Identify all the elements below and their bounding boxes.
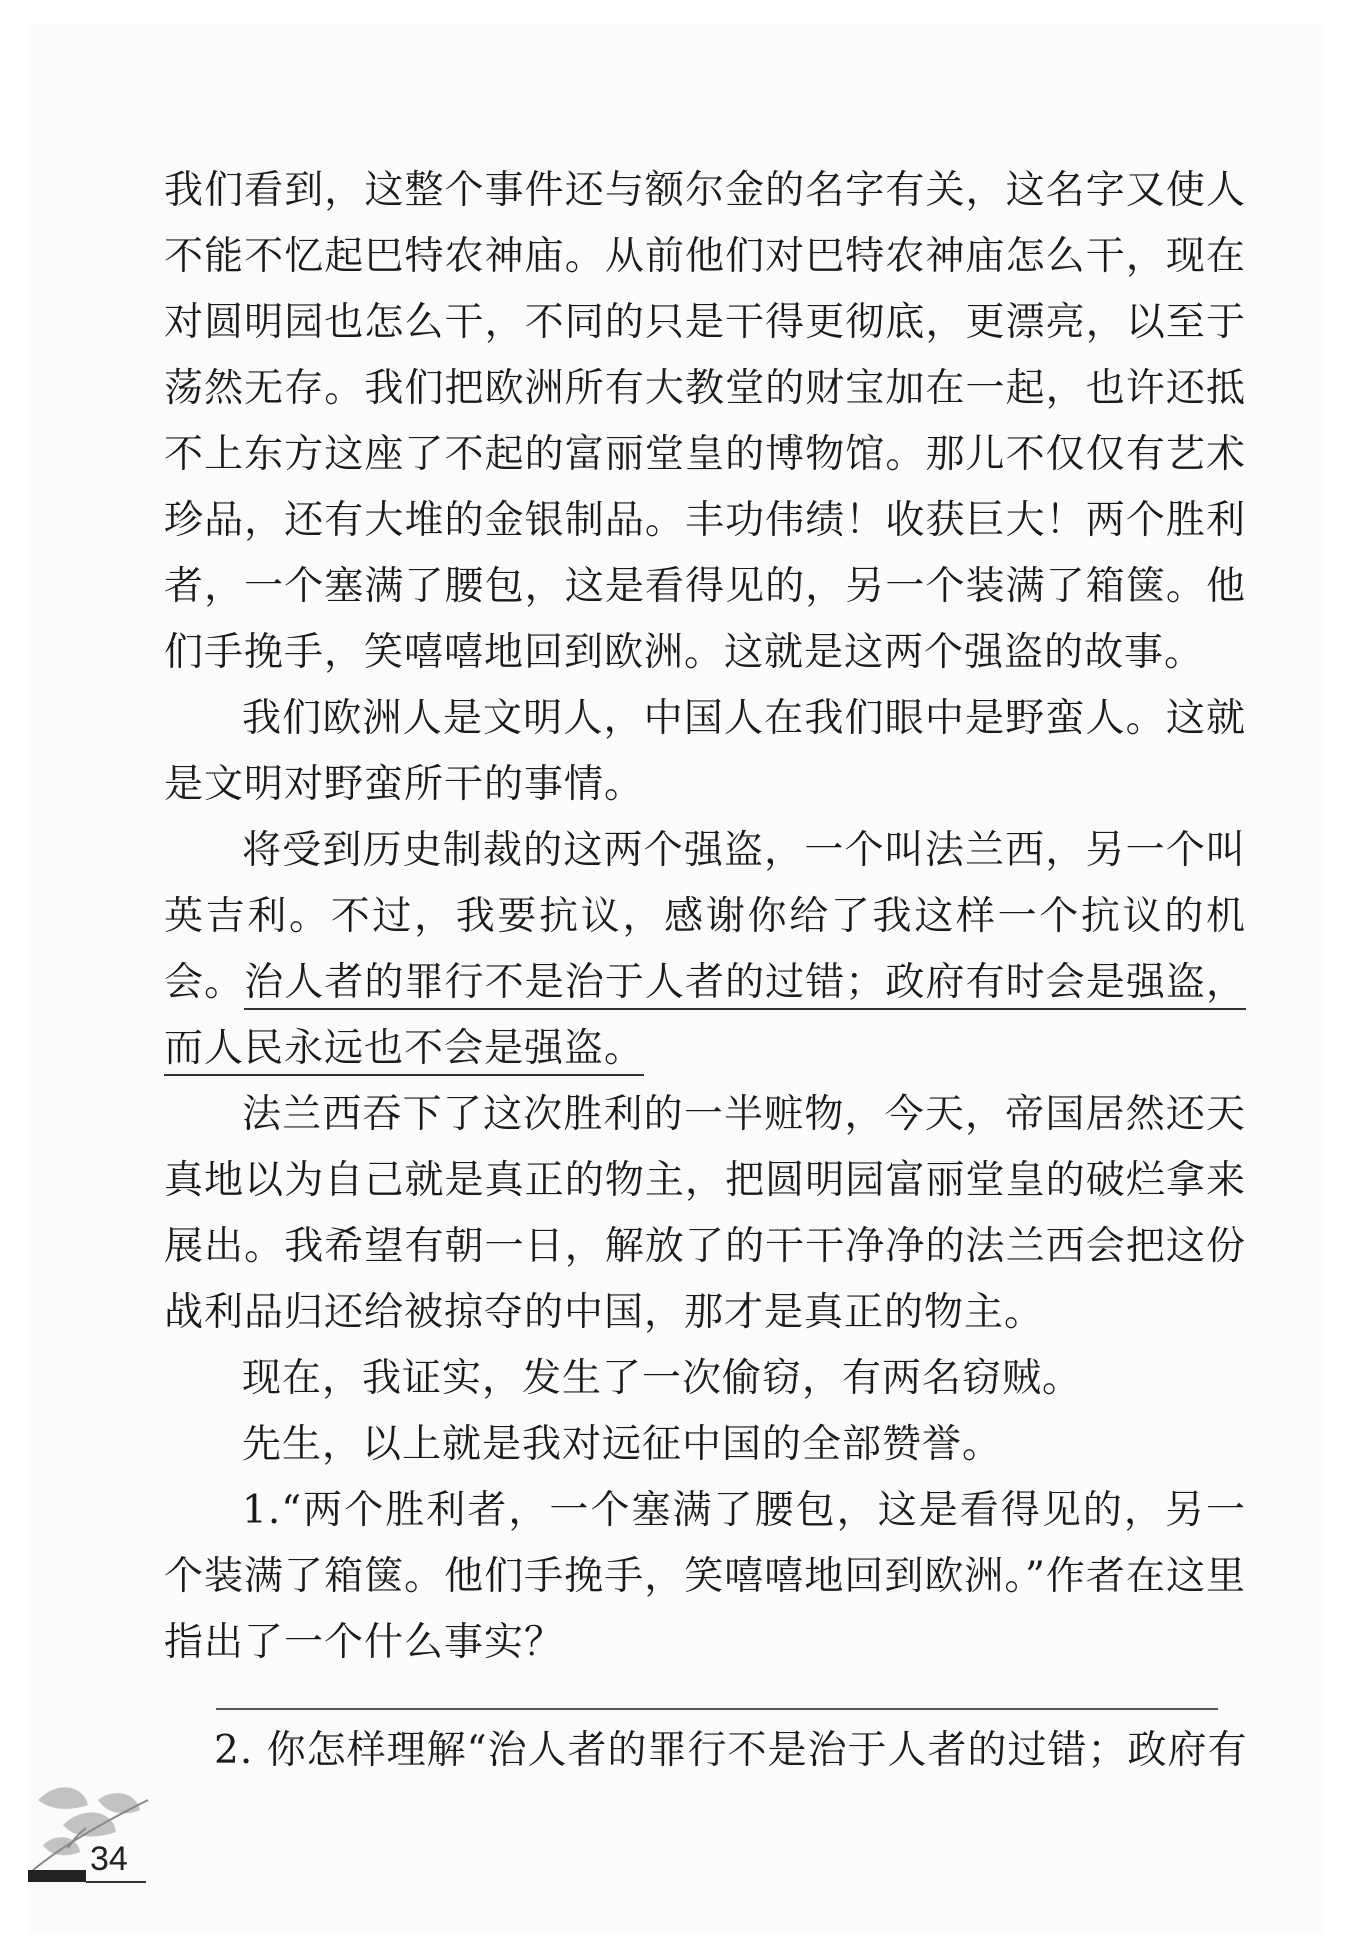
paragraph-5: 现在，我证实，发生了一次偷窃，有两名窃贼。 <box>242 1356 1083 1401</box>
paragraph-3 <box>164 818 1246 1082</box>
paragraph-6: 先生，以上就是我对远征中国的全部赞誉。 <box>242 1422 1003 1467</box>
paragraph-2: 我们欧洲人是文明人，中国人在我们眼中是野蛮人。这就是文明对野蛮所干的事情。 <box>164 696 1246 807</box>
textbook-page <box>28 24 1324 1934</box>
page-number-underline <box>86 1881 146 1883</box>
reading-passage <box>164 158 1246 1676</box>
question-1: 1.“两个胜利者，一个塞满了腰包，这是看得见的，另一个装满了箱箧。他们手挽手，笑嘻嘻地回到欧洲。”作者在这里指出了一个什么事实？ <box>164 1488 1246 1665</box>
paragraph-4: 法兰西吞下了这次胜利的一半赃物，今天，帝国居然还天真地以为自己就是真正的物主，把圆明园富丽堂皇的破烂拿来展出。我希望有朝一日，解放了的干干净净的法兰西会把这份战利品归还给被掠夺的中国，那才是真正的物主。 <box>164 1092 1246 1335</box>
page-number-bar <box>28 1870 86 1882</box>
answer-line[interactable] <box>216 1708 1218 1710</box>
underlined-sentence: 治人者的罪行不是治于人者的过错；政府有时会是强盗，而人民永远也不会是强盗。 <box>164 960 1246 1076</box>
paragraph-1: 我们看到，这整个事件还与额尔金的名字有关，这名字又使人不能不忆起巴特农神庙。从前他们对巴特农神庙怎么干，现在对圆明园也怎么干，不同的只是干得更彻底，更漂亮，以至于荡然无存。我们把欧洲所有大教堂的财宝加在一起，也许还抵不上东方这座了不起的富丽堂皇的博物馆。那儿不仅仅有艺术珍品，还有大堆的金银制品。丰功伟绩！收获巨大！两个胜利者，一个塞满了腰包，这是看得见的，另一个装满了箱箧。他们手挽手，笑嘻嘻地回到欧洲。这就是这两个强盗的故事。 <box>164 168 1246 675</box>
paragraph-3-start: 将受到历史制裁的这两个强盗，一个叫法兰西，另一个叫英吉利。不过，我要抗议，感谢你给了我这样一个抗议的机会。 <box>164 828 1246 1005</box>
question-2: 2. 你怎样理解“治人者的罪行不是治于人者的过错；政府有 <box>214 1728 1248 1773</box>
page-number: 34 <box>90 1840 128 1878</box>
